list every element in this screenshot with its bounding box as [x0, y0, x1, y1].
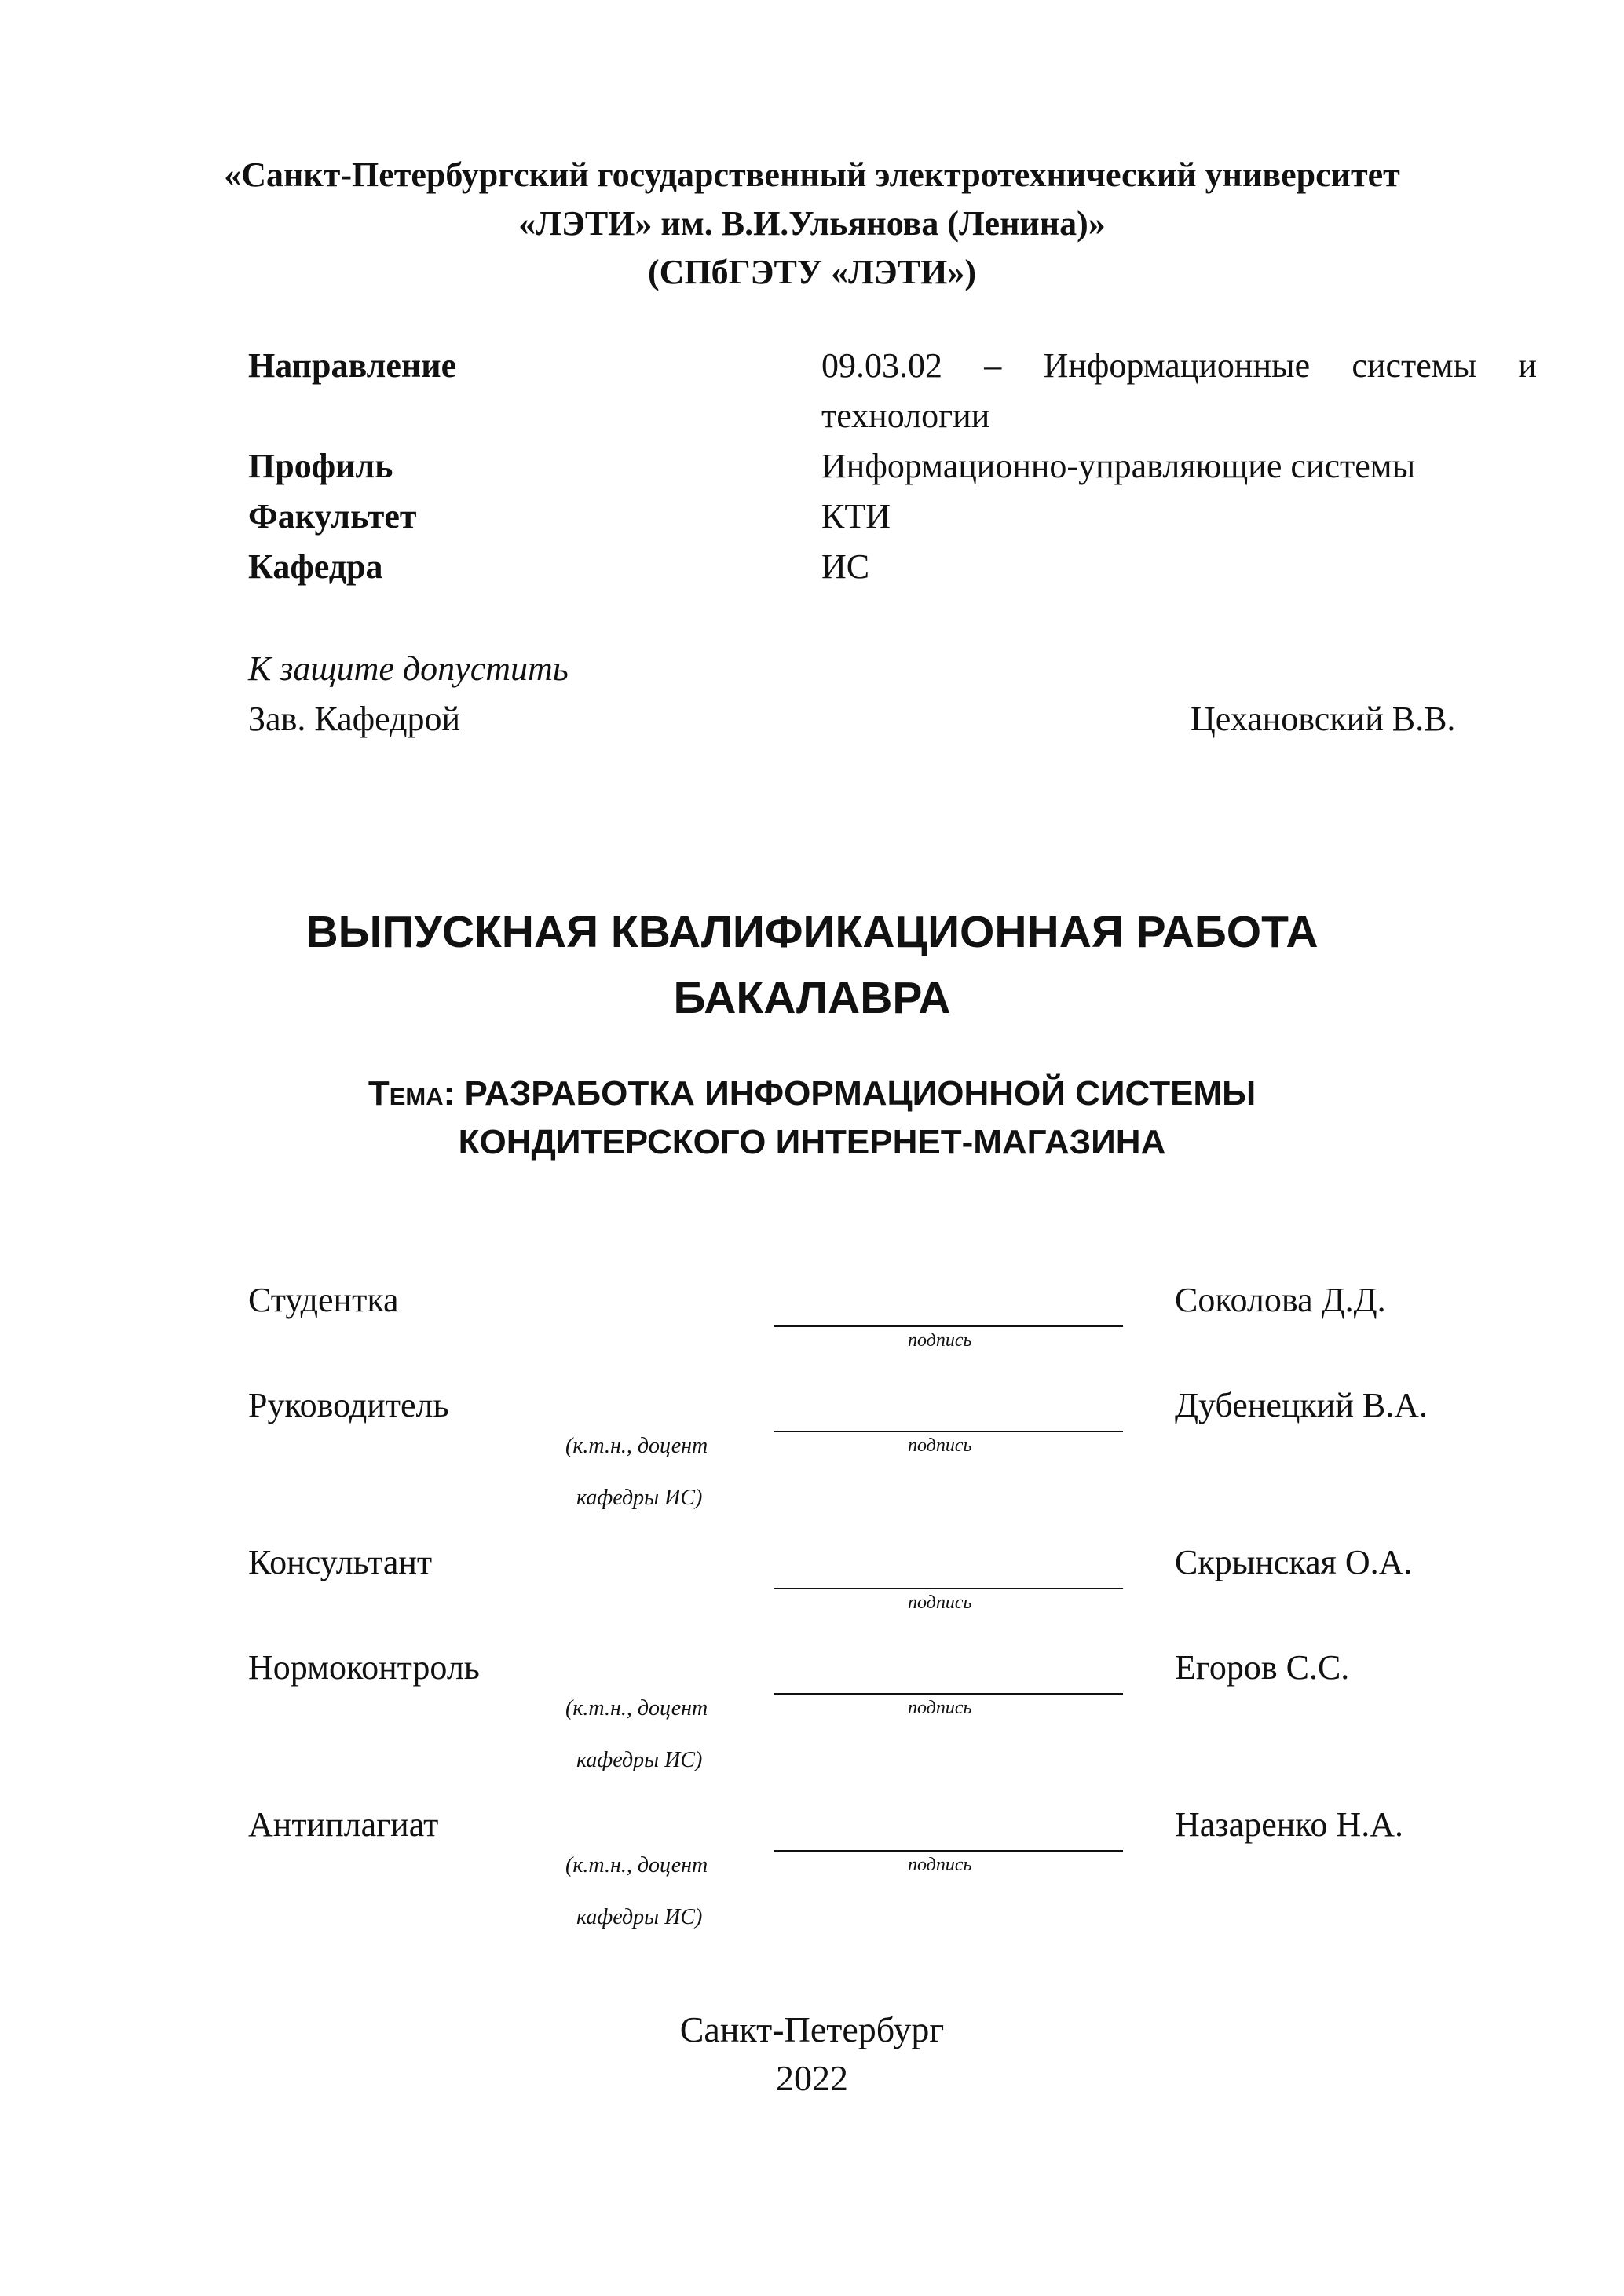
signature-line	[774, 1693, 1123, 1695]
direction-value: 09.03.02 – Информационные системы и	[821, 346, 1537, 385]
department-value: ИС	[821, 547, 870, 586]
university-abbreviation: (СПбГЭТУ «ЛЭТИ»)	[648, 253, 976, 291]
thesis-theme	[0, 1069, 1624, 1167]
name-supervisor: Дубенецкий В.А.	[1175, 1386, 1428, 1424]
signature-line	[774, 1325, 1123, 1327]
signature-caption: подпись	[908, 1592, 972, 1613]
supervisor-title-line2: кафедры ИС)	[576, 1486, 703, 1510]
name-antiplagiarism: Назаренко Н.А.	[1175, 1805, 1403, 1844]
name-norm-control: Егоров С.С.	[1175, 1648, 1350, 1687]
signature-line	[774, 1431, 1123, 1432]
name-consultant: Скрынская О.А.	[1175, 1543, 1413, 1581]
theme-line1: РАЗРАБОТКА ИНФОРМАЦИОННОЙ СИСТЕМЫ	[455, 1074, 1256, 1113]
signature-caption: подпись	[908, 1330, 972, 1351]
profile-label: Профиль	[248, 447, 393, 485]
signature-line	[774, 1850, 1123, 1852]
university-name-line1: «Санкт-Петербургский государственный электротехнический университет	[224, 155, 1400, 194]
theme-line2: КОНДИТЕРСКОГО ИНТЕРНЕТ-МАГАЗИНА	[458, 1123, 1166, 1161]
faculty-label: Факультет	[248, 497, 417, 536]
name-student: Соколова Д.Д.	[1175, 1281, 1386, 1319]
signature-caption: подпись	[908, 1435, 972, 1456]
direction-value-cont: технологии	[821, 397, 990, 435]
direction-label: Направление	[248, 346, 457, 385]
norm-control-title-line2: кафедры ИС)	[576, 1748, 703, 1772]
university-header	[0, 151, 1624, 297]
role-student: Студентка	[248, 1281, 399, 1319]
profile-value: Информационно-управляющие системы	[821, 447, 1416, 485]
theme-colon: :	[443, 1074, 455, 1113]
department-label: Кафедра	[248, 547, 383, 586]
role-supervisor: Руководитель	[248, 1386, 449, 1424]
signature-caption: подпись	[908, 1698, 972, 1718]
role-antiplagiarism: Антиплагиат	[248, 1805, 439, 1844]
supervisor-title-line1: (к.т.н., доцент	[565, 1434, 708, 1458]
antiplagiarism-title-line1: (к.т.н., доцент	[565, 1853, 708, 1877]
year: 2022	[776, 2058, 848, 2098]
city: Санкт-Петербург	[679, 2009, 945, 2049]
head-of-department-label: Зав. Кафедрой	[248, 700, 461, 738]
head-of-department-name: Цехановский В.В.	[1191, 700, 1456, 738]
signature-line	[774, 1588, 1123, 1589]
document-title-line2: БАКАЛАВРА	[673, 973, 951, 1023]
norm-control-title-line1: (к.т.н., доцент	[565, 1696, 708, 1720]
antiplagiarism-title-line2: кафедры ИС)	[576, 1905, 703, 1929]
signature-caption: подпись	[908, 1855, 972, 1875]
footer	[0, 2005, 1624, 2103]
university-name-line2: «ЛЭТИ» им. В.И.Ульянова (Ленина)»	[518, 204, 1106, 243]
document-title	[0, 899, 1624, 1031]
admit-to-defense: К защите допустить	[248, 649, 569, 688]
role-consultant: Консультант	[248, 1543, 433, 1581]
role-norm-control: Нормоконтроль	[248, 1648, 480, 1687]
document-title-line1: ВЫПУСКНАЯ КВАЛИФИКАЦИОННАЯ РАБОТА	[305, 907, 1319, 957]
faculty-value: КТИ	[821, 497, 891, 536]
theme-prefix: Тема	[368, 1074, 444, 1113]
